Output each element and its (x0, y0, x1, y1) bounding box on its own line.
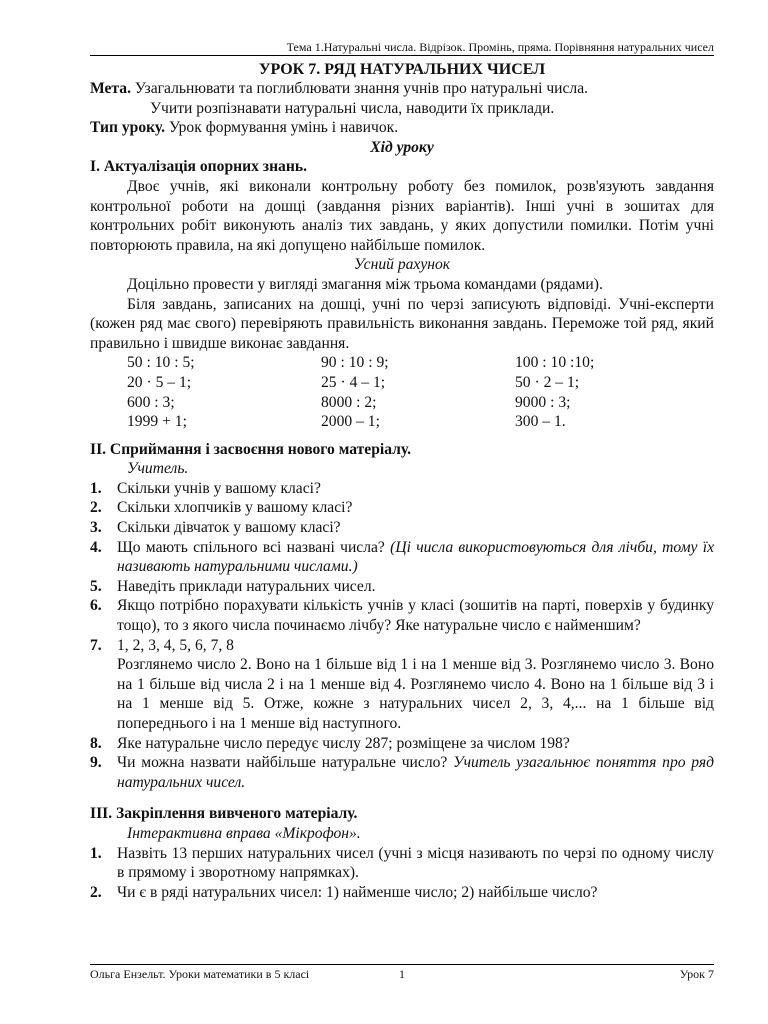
footer-author: Ольга Ензельт. Уроки математики в 5 класі (90, 967, 310, 981)
calc-cell: 50 : 10 : 5; (127, 354, 195, 372)
calc-row (127, 353, 709, 373)
goal-line (90, 79, 714, 99)
list-item: 1. Скільки учнів у вашому класі? (90, 479, 321, 497)
list-item: 1. Назвіть 13 перших натуральних чисел (учні з місця називають по черзі по одному числу в прямому і зворотному напрямках). (90, 844, 714, 882)
calc-row (127, 393, 709, 413)
calc-cell: 25 · 4 – 1; (321, 373, 386, 391)
calc-cell: 8000 : 2; (321, 393, 377, 411)
section3-heading: ІІІ. Закріплення вивченого матеріалу. (90, 805, 358, 823)
list-item: 2. Чи є в ряді натуральних чисел: 1) найменше число; 2) найбільше число? (90, 883, 598, 901)
running-header: Тема 1.Натуральні числа. Відрізок. Промінь, пряма. Порівняння натуральних чисел (90, 40, 714, 56)
section2-heading: ІІ. Сприймання і засвоєння нового матеріалу. (90, 440, 412, 458)
list-item: 2. Скільки хлопчиків у вашому класі? (90, 499, 353, 517)
interactive-exercise: Інтерактивна вправа «Мікрофон». (127, 824, 361, 842)
calc-cell: 90 : 10 : 9; (321, 354, 389, 372)
list-item: 6. Якщо потрібно порахувати кількість учнів у класі (зошитів на парті, поверхів у будинку тощо), то з якого числа починаємо лічбу? Яке натуральне число є найменшим? (90, 597, 714, 635)
section2-list (90, 479, 714, 793)
section1-para3: Біля завдань, записаних на дошці, учні по черзі записують відповіді. Учні-експерти (кожен ряд має свого) перевіряють правильність виконання завдань. Переможе той ряд, який правильно і швидше виконає завдання. (90, 295, 714, 352)
section1-heading: І. Актуалізація опорних знань. (90, 158, 307, 176)
calc-cell: 100 : 10 :10; (515, 354, 595, 372)
list-item: 5. Наведіть приклади натуральних чисел. (90, 577, 376, 595)
calc-cell: 50 · 2 – 1; (515, 373, 580, 391)
goal-text-1: Узагальнювати та поглиблювати знання учнів про натуральні числа. (134, 80, 589, 97)
section3-list (90, 844, 714, 903)
list-item: 4. Що мають спільного всі названі числа? (Ці числа використовуються для лічби, тому їх називають натуральними числами.) (90, 538, 714, 576)
lesson-title: УРОК 7. РЯД НАТУРАЛЬНИХ ЧИСЕЛ (258, 61, 546, 78)
calc-row (127, 412, 709, 432)
goal-text-2: Учити розпізнавати натуральні числа, наводити їх приклади. (150, 99, 555, 117)
lesson-type-text: Урок формування умінь і навичок. (168, 119, 399, 137)
calc-cell: 20 · 5 – 1; (127, 373, 192, 391)
list-item: 8. Яке натуральне число передує числу 287; розміщене за числом 198? (90, 734, 570, 752)
page-footer (90, 964, 714, 981)
oral-count-heading: Усний рахунок (353, 256, 451, 274)
section1-para2: Доцільно провести у вигляді змагання між трьома командами (рядами). (127, 275, 603, 293)
calc-cell: 1999 + 1; (127, 413, 187, 431)
calc-cell: 2000 – 1; (321, 413, 380, 431)
teacher-label: Учитель. (127, 460, 189, 478)
list-item: 3. Скільки дівчаток у вашому класі? (90, 519, 341, 537)
calc-cell: 9000 : 3; (515, 393, 571, 411)
calc-cell: 300 – 1. (515, 413, 566, 431)
list-item: 9. Чи можна назвати найбільше натуральне число? Учитель узагальнює поняття про ряд натуральних чисел. (90, 754, 715, 791)
lesson-type-label: Тип уроку. (90, 119, 166, 137)
item7-explanation: Розглянемо число 2. Воно на 1 більше від 1 і на 1 менше від 3. Розглянемо число 3. Воно на 1 більше від числа 2 і на 1 менше від 4. Розглянемо число 4. Воно на 1 більше від 3 і на 1 менше від 5. Отже, кожне з натуральних чисел 2, 3, 4,... на 1 більше від попереднього і на 1 менше від наступного. (117, 656, 714, 732)
list-item: 7. 1, 2, 3, 4, 5, 6, 7, 8 Розглянемо число 2. Воно на 1 більше від 1 і на 1 менше від 3. Розглянемо число 3. Воно на 1 більше від числа 2 і на 1 менше від 4. Розглянемо число 4. Воно на 1 більше від 3 і на 1 менше від 5. Отже, кожне з натуральних чисел 2, 3, 4,... на 1 більше від попереднього і на 1 менше від наступного. (90, 636, 714, 732)
calc-row (127, 373, 709, 393)
lesson-type-line (90, 118, 714, 138)
page-number: 1 (399, 967, 405, 981)
course-heading: Хід уроку (370, 138, 434, 156)
calc-cell: 600 : 3; (127, 393, 175, 411)
footer-lesson: Урок 7 (679, 967, 714, 981)
section1-para1: Двоє учнів, які виконали контрольну роботу без помилок, розв'язують завдання контрольної роботи на дошці (завдання різних варіантів). Інші учні в зошитах для контрольних робіт виконують аналіз тих завдань, у яких допустили помилки. Потім учні повторюють правила, на які допущено найбільше помилок. (90, 177, 714, 254)
calc-table (127, 353, 709, 431)
page-body (90, 60, 714, 902)
goal-label: Мета. (90, 80, 131, 97)
